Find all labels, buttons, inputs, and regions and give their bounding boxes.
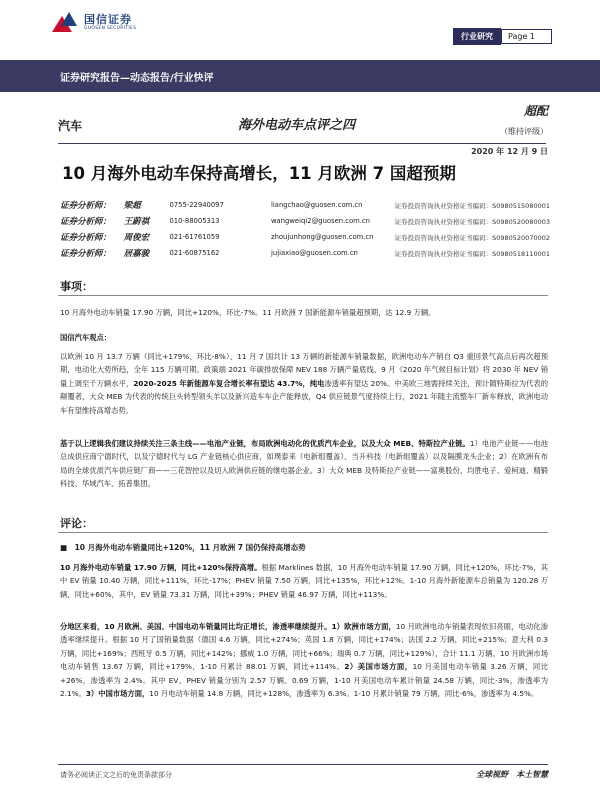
comment-emphasis: 10 月海外电动车销量 17.90 万辆，同比+120%保持高增。 xyxy=(60,563,262,572)
header-tags xyxy=(453,28,552,45)
events-heading: 事项： xyxy=(60,280,93,293)
viewpoint-text: 1）电池产业链——电池总成供应商宁德时代，以及宁德时代与 LG 产业链核心供应商，如璞泰来（电新组覆盖）、当升科技（电新组覆盖）以及隔膜龙头企业；2）在欧洲有布局的全球优质汽车供应链厂商——三花智控以及切入欧洲供应链的继电器企业。3）大众 MEB 及特斯拉产业链——富奥股份、均胜电子、爱柯迪、精锻科技、华域汽车、拓普集团。 xyxy=(60,439,548,489)
analyst-role: 证券分析师： xyxy=(60,233,112,243)
comment-paragraph-2 xyxy=(60,620,548,700)
analyst-cert: 证券投资咨询执业资格证书编码：S0980520080003 xyxy=(394,217,550,226)
analyst-row xyxy=(60,245,550,261)
analyst-row xyxy=(60,197,550,213)
analyst-row xyxy=(60,213,550,229)
analyst-phone: 0755-22940097 xyxy=(169,201,224,209)
report-series-title: 海外电动车点评之四 xyxy=(238,118,356,133)
logo-chinese-name: 国信证券 xyxy=(84,13,132,27)
comment-text: 根据 Marklines 数据，10 月海外电动车销量 17.90 万辆，同比+120%，环比-7%，其中 EV 销量 10.40 万辆，同比+111%，环比-17%；PHEV 销量 7.50 万辆，同比+135%，环比+12%。1-10 月海外新能源车总销量为 120.28 万辆，同比+60%，其中，EV 销量 73.31 万辆，同比+39%；PHEV 销量 46.97 万辆，同比+113%。 xyxy=(60,563,549,599)
analyst-row xyxy=(60,229,550,245)
analyst-cert: 证券投资咨询执业资格证书编码：S0980518110001 xyxy=(394,249,550,258)
rating-note: （维持评级） xyxy=(500,127,548,136)
viewpoint-paragraph-2 xyxy=(60,437,548,491)
industry-label: 汽车 xyxy=(58,119,83,133)
comment-paragraph-1 xyxy=(60,561,548,601)
viewpoint-paragraph-1 xyxy=(60,350,548,417)
analyst-email[interactable]: jujiaxiao@guosen.com.cn xyxy=(271,249,358,257)
analyst-name: 周俊宏 xyxy=(123,233,150,243)
analyst-phone: 021-60875162 xyxy=(169,249,220,257)
comment-emphasis: 2）美国市场方面， xyxy=(344,662,413,672)
viewpoint-heading: 国信汽车观点： xyxy=(60,333,112,342)
divider xyxy=(58,143,546,144)
comments-heading: 评论： xyxy=(60,517,93,530)
analyst-cert: 证券投资咨询执业资格证书编码：S0980520070002 xyxy=(394,233,550,242)
comment-bullet-heading: ■ 10 月海外电动车销量同比+120%，11 月欧洲 7 国仍保持高增态势 xyxy=(60,543,306,552)
divider xyxy=(58,295,548,296)
viewpoint-text: 渗透率有望达 20%。中美欧三地需持续关注，预计随特斯拉为代表的颠覆者，大众 MEB 为代表的传统巨头转型领头羊以及新兴造车车企产能释放，Q4 供应链景气度持续上行，2021 年随主流整车厂新车释放，欧洲电动车有望维持高增态势。 xyxy=(60,378,549,415)
analyst-role: 证券分析师： xyxy=(60,201,112,211)
page-title: 10 月海外电动车保持高增长，11 月欧洲 7 国超预期 xyxy=(62,164,456,183)
analyst-role: 证券分析师： xyxy=(60,249,112,259)
report-type-tag: 行业研究 xyxy=(453,28,501,45)
comment-emphasis: 分地区来看，10 月欧洲、美国、中国电动车销量同比均正增长，渗透率继续提升。1）欧洲市场方面， xyxy=(60,622,396,631)
logo-english-name: GUOSEN SECURITIES xyxy=(84,26,137,32)
viewpoint-text: 以欧洲 10 月 13.7 万辆（同比+179%、环比-8%）、11 月 7 国共计 13 万辆的新能源车销量数据，欧洲电动车产销自 Q3 重回景气高点后再次超预期，电动化大势所趋，全年 115 万辆可期。政策端 2021 年碳排放保障 NEV 188 万辆产量底线，9 月《2020 年气候目标计划》将 2030 年 NEV 销量上调至千万辆水平， xyxy=(60,352,548,388)
events-text: 10 月海外电动车销量 17.90 万辆，同比+120%，环比-7%。11 月欧洲 7 国新能源车销量超预期，达 12.9 万辆。 xyxy=(60,308,436,317)
page-number: Page 1 xyxy=(501,29,552,44)
analyst-email[interactable]: liangchao@guosen.com.cn xyxy=(271,201,363,209)
viewpoint-emphasis: 2020-2025 年新能源车复合增长率有望达 43.7%，纯电 xyxy=(133,378,325,388)
analyst-phone: 021-61761059 xyxy=(169,233,220,241)
analyst-role: 证券分析师： xyxy=(60,217,112,227)
analyst-name: 居嘉骏 xyxy=(123,249,150,259)
comment-emphasis: 3）中国市场方面， xyxy=(85,689,150,699)
viewpoint-emphasis: 基于以上逻辑我们建议持续关注三条主线——电池产业链，布局欧洲电动化的优质汽车企业，以及大众 MEB、特斯拉产业链。 xyxy=(60,439,470,448)
logo-mark-icon xyxy=(52,12,78,34)
analyst-cert: 证券投资咨询执业资格证书编码：S0980515080001 xyxy=(394,201,550,210)
comment-text: 10 月美国电动车销量 3.26 万辆，同比+26%，渗透率为 2.4%。其中 EV、PHEV 销量分别为 2.57 万辆、0.69 万辆，1-10 月美国电动车累计销量 24.58 万辆，同比-3%，渗透率为 2.1%。 xyxy=(60,662,548,699)
analyst-list xyxy=(60,197,550,261)
divider xyxy=(58,532,548,533)
rating: 超配 xyxy=(523,104,548,118)
footer-disclaimer: 请务必阅读正文之后的免责条款部分 xyxy=(60,771,172,779)
report-date: 2020 年 12 月 9 日 xyxy=(471,147,548,156)
analyst-email[interactable]: wangweiqi2@guosen.com.cn xyxy=(271,217,370,225)
footer-divider xyxy=(58,764,548,765)
analyst-name: 王蔚祺 xyxy=(123,217,150,227)
company-logo xyxy=(52,12,136,34)
analyst-name: 梁超 xyxy=(123,201,141,211)
footer-slogan: 全球视野 本土智慧 xyxy=(476,770,548,779)
analyst-email[interactable]: zhoujunhong@guosen.com.cn xyxy=(271,233,374,241)
analyst-phone: 010-88005313 xyxy=(169,217,220,225)
banner-text: 证券研究报告—动态报告/行业快评 xyxy=(60,73,214,84)
report-banner xyxy=(0,60,600,92)
comment-text: 10 月欧洲电动车销量表现依旧亮眼，电动化渗透率继续提升。根据 10 月了国销量数据（德国 4.6 万辆，同比+274%；英国 1.8 万辆，同比+174%；法国 2.2 万辆，同比+215%；意大利 0.3 万辆，同比+169%；西班牙 0.5 万辆，同比+142%；挪威 1.0 万辆，同比+66%；瑞典 0.7 万辆，同比+129%），合计 11.1 万辆。10 月欧洲市场电动车销售 13.67 万辆，同比+179%，1-10 月累计 88.01 万辆，同比+114%。 xyxy=(60,622,548,672)
comment-text: 10 月电动车销量 14.8 万辆，同比+128%，渗透率为 6.3%。1-10 月累计销量 79 万辆，同比-6%，渗透率为 4.5%。 xyxy=(149,689,539,699)
